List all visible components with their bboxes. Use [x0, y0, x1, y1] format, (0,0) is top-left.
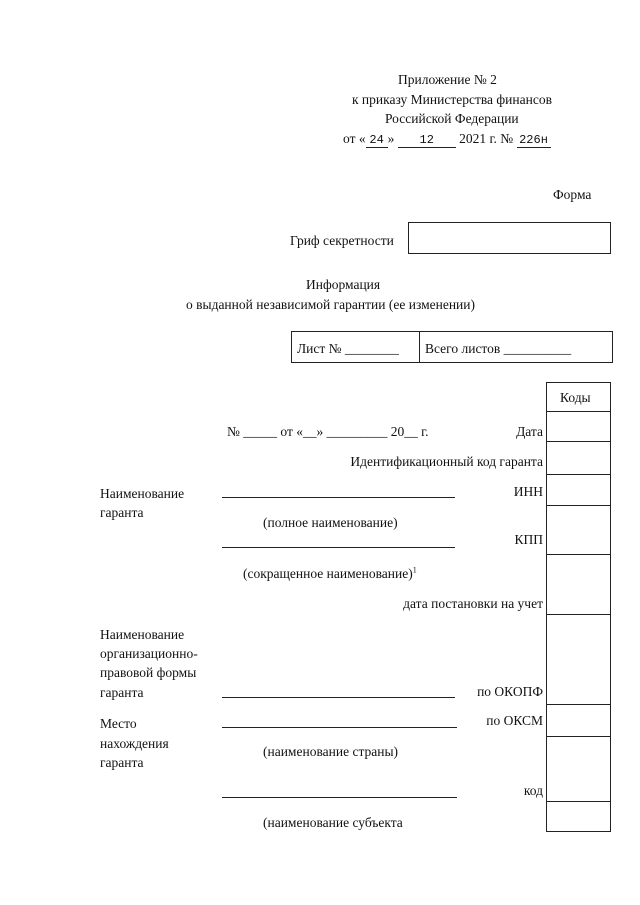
codes-row-divider [547, 736, 610, 737]
org-form-line[interactable] [222, 697, 455, 698]
total-sheets-label: Всего листов __________ [425, 341, 572, 356]
code-label: код [523, 783, 543, 798]
form-label: Форма [553, 187, 592, 202]
secrecy-label: Гриф секретности [290, 233, 394, 248]
sheet-box-divider [419, 331, 420, 363]
org-form-label-2: организационно- [100, 646, 198, 661]
codes-column [546, 382, 611, 832]
guarantor-name-label-2: гаранта [100, 505, 144, 520]
location-label-2: нахождения [100, 736, 169, 751]
codes-row-divider [547, 704, 610, 705]
appendix-title: Приложение № 2 [398, 72, 497, 87]
subject-line[interactable] [222, 797, 457, 798]
location-label-1: Место [100, 716, 137, 731]
document-title: Информация [306, 277, 381, 292]
document-subtitle: о выданной независимой гарантии (ее изменении) [186, 297, 476, 312]
inn-label: ИНН [513, 484, 543, 499]
codes-row-divider [547, 554, 610, 555]
footnote-mark: 1 [412, 565, 417, 575]
codes-row-divider [547, 411, 610, 412]
order-year-text: 2021 г. № [459, 131, 514, 146]
number-date-line: № _____ от «__» _________ 20__ г. [227, 424, 429, 439]
registration-date-label: дата постановки на учет [403, 596, 543, 611]
codes-row-divider [547, 801, 610, 802]
country-caption: (наименование страны) [263, 744, 399, 759]
order-month: 12 [398, 133, 456, 148]
location-label-3: гаранта [100, 755, 144, 770]
org-form-label-3: правовой формы [100, 665, 197, 680]
short-name-caption-text: (сокращенное наименование) [243, 566, 413, 581]
guarantor-name-label-1: Наименование [100, 486, 185, 501]
kpp-label: КПП [514, 532, 543, 547]
country-line[interactable] [222, 727, 457, 728]
short-name-line[interactable] [222, 547, 455, 548]
codes-header: Коды [560, 390, 591, 405]
date-prefix: от « [343, 131, 366, 146]
secrecy-field[interactable] [408, 222, 611, 254]
short-name-caption [243, 566, 417, 582]
okopf-label: по ОКОПФ [477, 684, 543, 699]
codes-row-divider [547, 505, 610, 506]
order-reference: к приказу Министерства финансов [352, 92, 552, 107]
guarantor-id-code-label: Идентификационный код гаранта [350, 454, 543, 469]
codes-row-divider [547, 474, 610, 475]
order-date-line [343, 131, 551, 148]
order-day: 24 [366, 133, 388, 148]
subject-caption: (наименование субъекта [263, 815, 403, 830]
federation-line: Российской Федерации [385, 111, 519, 126]
full-name-line[interactable] [222, 497, 455, 498]
org-form-label-4: гаранта [100, 685, 144, 700]
order-number: 226н [517, 133, 551, 148]
sheet-number-label: Лист № ________ [297, 341, 399, 356]
oksm-label: по ОКСМ [486, 713, 543, 728]
date-separator: » [387, 131, 395, 146]
codes-row-divider [547, 441, 610, 442]
date-label: Дата [516, 424, 543, 439]
codes-row-divider [547, 614, 610, 615]
org-form-label-1: Наименование [100, 627, 185, 642]
full-name-caption: (полное наименование) [263, 515, 398, 530]
